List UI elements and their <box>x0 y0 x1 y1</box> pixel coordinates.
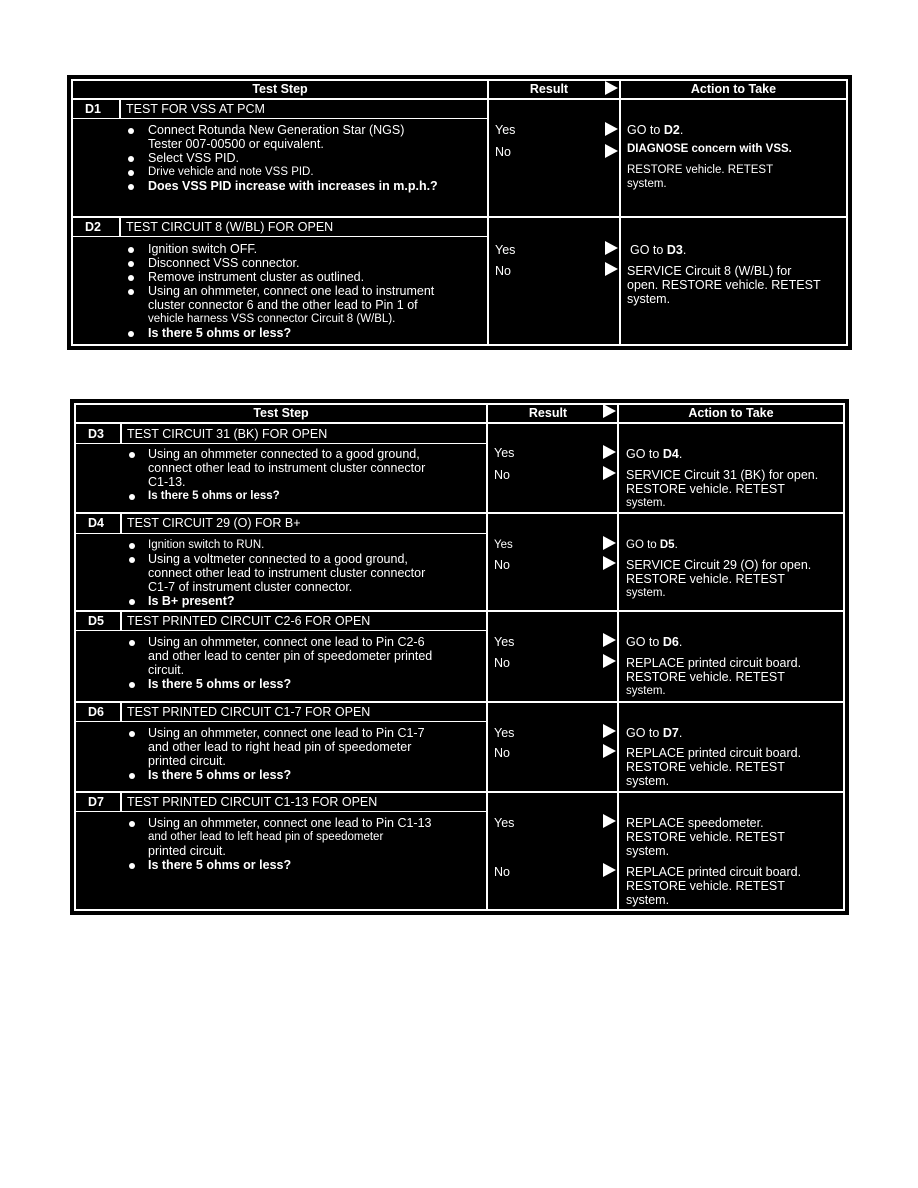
bullet-icon <box>129 821 135 827</box>
header-action: Action to Take <box>688 406 774 420</box>
arrow-icon <box>603 445 616 459</box>
result-yes: Yes <box>495 243 516 257</box>
action-no: system. <box>627 178 667 190</box>
step-instruction: Using an ohmmeter, connect one lead to instrument <box>148 284 435 298</box>
step-question: Is there 5 ohms or less? <box>148 490 280 502</box>
action-yes: REPLACE speedometer. <box>626 816 764 830</box>
action-no: system. <box>626 587 666 599</box>
action-no: REPLACE printed circuit board. <box>626 656 802 670</box>
bullet-icon <box>129 731 135 737</box>
step-instruction: and other lead to center pin of speedometer printed <box>148 649 433 663</box>
diagnostic-table-1 <box>67 75 852 350</box>
step-question: Does VSS PID increase with increases in m.p.h.? <box>148 179 438 193</box>
header-result: Result <box>529 82 569 96</box>
step-id: D6 <box>88 705 104 719</box>
arrow-icon <box>603 536 616 550</box>
step-id: D3 <box>88 427 104 441</box>
action-no: RESTORE vehicle. RETEST <box>626 760 785 774</box>
action-yes: GO to D3. <box>630 243 687 257</box>
action-no: open. RESTORE vehicle. RETEST <box>627 278 821 292</box>
bullet-icon <box>129 599 135 605</box>
step-title: TEST PRINTED CIRCUIT C1-13 FOR OPEN <box>127 795 378 809</box>
action-no: RESTORE vehicle. RETEST <box>626 670 785 684</box>
bullet-icon <box>128 331 134 337</box>
step-instruction: Using an ohmmeter, connect one lead to Pin C2-6 <box>148 635 425 649</box>
bullet-icon <box>129 863 135 869</box>
step-instruction: cluster connector 6 and the other lead to Pin 1 of <box>148 298 418 312</box>
action-no: DIAGNOSE concern with VSS. <box>627 143 792 155</box>
step-instruction: Ignition switch OFF. <box>148 242 258 256</box>
bullet-icon <box>128 247 134 253</box>
action-yes: GO to D5. <box>626 539 678 551</box>
action-no: SERVICE Circuit 8 (W/BL) for <box>627 264 792 278</box>
step-instruction: Drive vehicle and note VSS PID. <box>148 166 314 178</box>
arrow-icon <box>603 466 616 480</box>
action-no: system. <box>626 893 670 907</box>
step-question: Is B+ present? <box>148 594 235 608</box>
action-no: RESTORE vehicle. RETEST <box>626 879 785 893</box>
action-no: system. <box>627 292 671 306</box>
bullet-icon <box>128 289 134 295</box>
bullet-icon <box>129 640 135 646</box>
step-instruction: Using an ohmmeter, connect one lead to Pin C1-13 <box>148 816 432 830</box>
result-yes: Yes <box>494 726 515 740</box>
step-instruction: Select VSS PID. <box>148 151 240 165</box>
action-no: REPLACE printed circuit board. <box>626 746 802 760</box>
bullet-icon <box>128 261 134 267</box>
step-title: TEST CIRCUIT 29 (O) FOR B+ <box>127 516 301 530</box>
result-no: No <box>495 145 511 159</box>
result-yes: Yes <box>494 446 515 460</box>
header-result: Result <box>528 406 568 420</box>
step-title: TEST CIRCUIT 8 (W/BL) FOR OPEN <box>126 220 334 234</box>
step-title: TEST FOR VSS AT PCM <box>126 102 265 116</box>
arrow-icon <box>603 556 616 570</box>
result-no: No <box>494 468 510 482</box>
bullet-icon <box>129 773 135 779</box>
bullet-icon <box>129 682 135 688</box>
step-id: D4 <box>88 516 104 530</box>
action-yes: GO to D4. <box>626 447 683 461</box>
action-yes: GO to D2. <box>627 123 684 137</box>
action-yes: RESTORE vehicle. RETEST <box>626 830 785 844</box>
step-instruction: connect other lead to instrument cluster connector <box>148 566 426 580</box>
action-yes: GO to D6. <box>626 635 683 649</box>
result-yes: Yes <box>494 635 515 649</box>
step-instruction: and other lead to left head pin of speedometer <box>148 831 384 843</box>
arrow-icon <box>603 814 616 828</box>
bullet-icon <box>129 557 135 563</box>
arrow-icon <box>603 724 616 738</box>
step-id: D1 <box>85 102 101 116</box>
step-instruction: printed circuit. <box>148 844 226 858</box>
step-instruction: Ignition switch to RUN. <box>148 539 265 551</box>
bullet-icon <box>128 156 134 162</box>
action-no: system. <box>626 497 666 509</box>
step-instruction: connect other lead to instrument cluster connector <box>148 461 426 475</box>
action-no: RESTORE vehicle. RETEST <box>626 482 785 496</box>
step-id: D5 <box>88 614 104 628</box>
bullet-icon <box>128 184 134 190</box>
action-yes: GO to D7. <box>626 726 683 740</box>
step-title: TEST PRINTED CIRCUIT C1-7 FOR OPEN <box>127 705 371 719</box>
bullet-icon <box>128 275 134 281</box>
arrow-icon <box>603 633 616 647</box>
step-question: Is there 5 ohms or less? <box>148 858 292 872</box>
action-no: SERVICE Circuit 31 (BK) for open. <box>626 468 819 482</box>
arrow-icon <box>605 122 618 136</box>
header-arrow-icon <box>605 81 618 95</box>
result-no: No <box>495 264 511 278</box>
step-title: TEST CIRCUIT 31 (BK) FOR OPEN <box>127 427 328 441</box>
step-instruction: printed circuit. <box>148 754 226 768</box>
step-title: TEST PRINTED CIRCUIT C2-6 FOR OPEN <box>127 614 371 628</box>
action-no: REPLACE printed circuit board. <box>626 865 802 879</box>
step-question: Is there 5 ohms or less? <box>148 326 292 340</box>
step-instruction: Using a voltmeter connected to a good ground, <box>148 552 408 566</box>
result-no: No <box>494 746 510 760</box>
bullet-icon <box>128 128 134 134</box>
step-question: Is there 5 ohms or less? <box>148 677 292 691</box>
arrow-icon <box>603 863 616 877</box>
result-yes: Yes <box>494 816 515 830</box>
step-instruction: Disconnect VSS connector. <box>148 256 300 270</box>
step-question: Is there 5 ohms or less? <box>148 768 292 782</box>
step-instruction: C1-13. <box>148 475 186 489</box>
step-instruction: Using an ohmmeter, connect one lead to Pin C1-7 <box>148 726 425 740</box>
arrow-icon <box>605 144 618 158</box>
step-instruction: and other lead to right head pin of speedometer <box>148 740 412 754</box>
action-no: RESTORE vehicle. RETEST <box>627 164 774 176</box>
result-yes: Yes <box>494 539 513 551</box>
step-id: D7 <box>88 795 104 809</box>
header-arrow-icon <box>603 404 616 418</box>
action-no: system. <box>626 685 666 697</box>
bullet-icon <box>128 170 134 176</box>
action-no: SERVICE Circuit 29 (O) for open. <box>626 558 812 572</box>
bullet-icon <box>129 452 135 458</box>
action-no: RESTORE vehicle. RETEST <box>626 572 785 586</box>
header-action: Action to Take <box>690 82 777 96</box>
step-instruction: Remove instrument cluster as outlined. <box>148 270 365 284</box>
step-instruction: circuit. <box>148 663 185 677</box>
header-test-step: Test Step <box>252 82 308 96</box>
step-instruction: Using an ohmmeter connected to a good ground, <box>148 447 420 461</box>
result-no: No <box>494 656 510 670</box>
diagnostic-table-2 <box>70 399 849 915</box>
result-no: No <box>494 558 510 572</box>
bullet-icon <box>129 494 135 500</box>
result-no: No <box>494 865 510 879</box>
action-no: system. <box>626 774 670 788</box>
step-instruction: vehicle harness VSS connector Circuit 8 (W/BL). <box>148 313 396 325</box>
header-test-step: Test Step <box>253 406 309 420</box>
step-instruction: C1-7 of instrument cluster connector. <box>148 580 353 594</box>
action-yes: system. <box>626 844 670 858</box>
bullet-icon <box>129 543 135 549</box>
step-id: D2 <box>85 220 101 234</box>
step-instruction: Tester 007-00500 or equivalent. <box>148 137 324 151</box>
step-instruction: Connect Rotunda New Generation Star (NGS) <box>148 123 405 137</box>
arrow-icon <box>603 744 616 758</box>
arrow-icon <box>605 241 618 255</box>
result-yes: Yes <box>495 123 516 137</box>
arrow-icon <box>603 654 616 668</box>
arrow-icon <box>605 262 618 276</box>
